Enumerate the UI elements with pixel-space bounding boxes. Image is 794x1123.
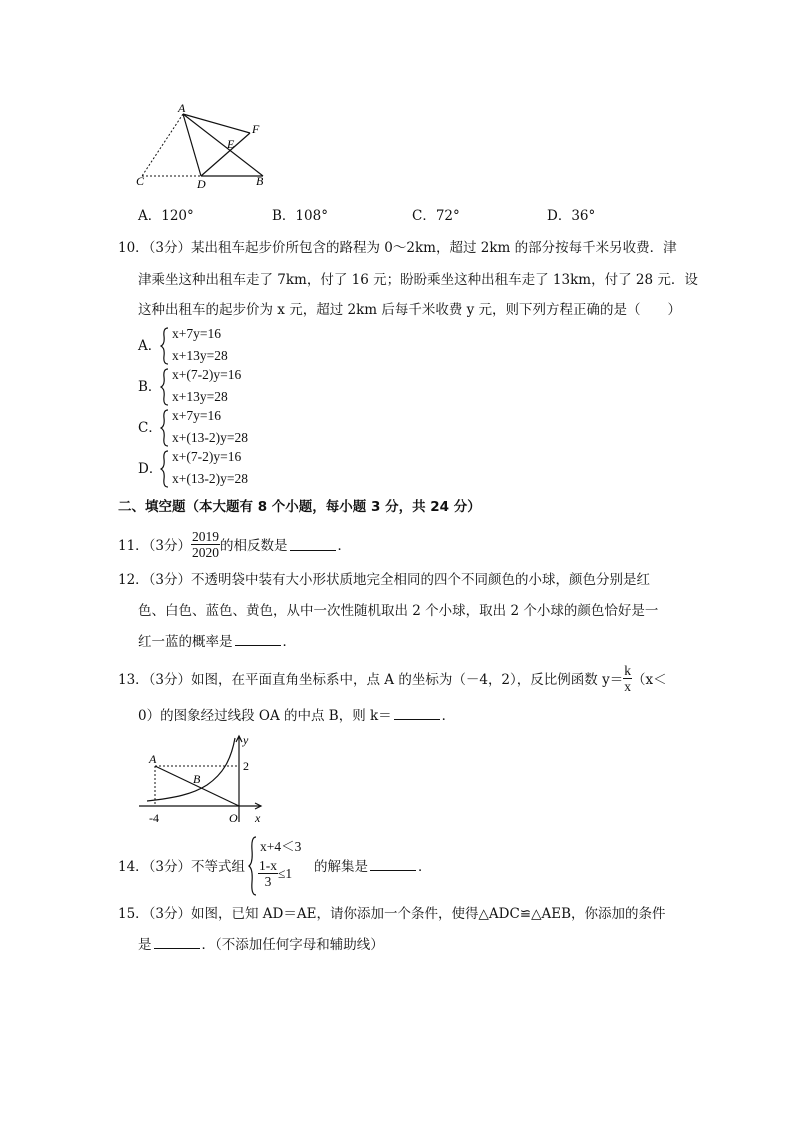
q14-eq2-rest: ≤1: [278, 865, 293, 881]
label-e: E: [227, 137, 235, 151]
q15-answer-blank[interactable]: [154, 936, 200, 949]
q11-fraction: [191, 529, 220, 560]
q10-line-1: 10．（3分）某出租车起步价所包含的路程为 0～2km，超过 2km 的部分按每千米另收费．津: [118, 240, 677, 256]
q14-eq2: [258, 858, 292, 889]
q14-numerator: 1-x: [259, 858, 277, 873]
q15-line-1: 15．（3分）如图，已知 AD＝AE，请你添加一个条件，使得△ADC≌△AEB，你添加的条件: [118, 906, 666, 922]
q11-denominator: 2020: [192, 544, 220, 560]
q11-suffix: 的相反数是: [220, 538, 288, 554]
q12-line-3: [138, 632, 296, 652]
q9-option-a: A．120°: [138, 208, 194, 224]
q10-option-d-eq1: x+(7-2)y=16: [172, 449, 242, 464]
q13-line-2: [138, 706, 455, 726]
q13-line-1-text: 13．（3分）如图，在平面直角坐标系中，点 A 的坐标为（－4，2），反比例函数 y＝: [118, 672, 624, 688]
q11-prefix: 11．（3分）: [118, 538, 192, 554]
label-f: F: [252, 122, 260, 136]
q15-line-2-prefix: 是: [138, 937, 152, 953]
brace-icon: [160, 367, 170, 407]
q10-option-b-eq1: x+(7-2)y=16: [172, 367, 242, 382]
brace-icon: [248, 835, 258, 897]
q11-answer-blank[interactable]: [290, 538, 336, 551]
q13-line-1-end: （x＜: [631, 672, 667, 688]
label-2: 2: [243, 759, 249, 773]
q12-answer-blank[interactable]: [235, 633, 281, 646]
q10-option-b-eq2: x+13y=28: [172, 389, 228, 404]
q11-numerator: 2019: [192, 528, 220, 544]
label-b: B: [193, 772, 201, 786]
brace-icon: [160, 449, 170, 489]
q10-option-a-eq1: x+7y=16: [172, 326, 221, 341]
q10-line-2: 津乘坐这种出租车走了 7km，付了 16 元；盼盼乘坐这种出租车走了 13km，付了 28 元．设: [138, 272, 698, 288]
label-d: D: [197, 177, 206, 191]
q15-line-2-end: ．（不添加任何字母和辅助线）: [201, 937, 384, 953]
q14-answer-blank[interactable]: [370, 858, 416, 871]
q12-line-2: 色、白色、蓝色、黄色，从中一次性随机取出 2 个小球，取出 2 个小球的颜色恰好是一: [138, 603, 659, 619]
q9-option-b: B．108°: [272, 208, 328, 224]
q9-option-d: D．36°: [547, 208, 596, 224]
q13-fraction: [623, 663, 632, 694]
q15-line-2: [138, 935, 384, 955]
q10-option-c-label: C．: [138, 420, 162, 436]
label-b: B: [256, 174, 264, 188]
line-af: [183, 114, 250, 133]
label-y: y: [243, 733, 249, 747]
label-minus-4: -4: [149, 811, 159, 825]
q14-suffix-line: [314, 857, 432, 877]
q13-numerator: k: [624, 662, 631, 678]
q12-end: ．: [282, 634, 296, 650]
line-ad: [183, 114, 201, 176]
q13-line-1: [118, 660, 667, 696]
q12-line-1: 12．（3分）不透明袋中装有大小形状质地完全相同的四个不同颜色的小球，颜色分别是红: [118, 572, 651, 588]
q13-figure: [135, 732, 270, 826]
line-ac: [142, 114, 183, 176]
q13-line-2-text: 0）的图象经过线段 OA 的中点 B，则 k＝: [138, 708, 392, 724]
q14-end: ．: [418, 859, 432, 875]
q13-end: ．: [441, 708, 456, 724]
q13-answer-blank[interactable]: [394, 707, 440, 720]
q10-option-c-eq2: x+(13-2)y=28: [172, 430, 248, 445]
label-o: O: [229, 811, 238, 825]
q10-option-b-label: B．: [138, 379, 162, 395]
label-a: A: [178, 101, 186, 115]
q14-eq1: x+4＜3: [260, 839, 302, 854]
label-a: A: [149, 752, 157, 766]
q10-option-d-eq2: x+(13-2)y=28: [172, 471, 248, 486]
q10-option-d-label: D．: [138, 461, 163, 477]
q14-prefix: 14．（3分）不等式组: [118, 859, 246, 875]
line-fd: [201, 133, 250, 176]
q9-figure: [130, 100, 275, 192]
q10-option-a-label: A．: [138, 338, 162, 354]
q13-denominator: x: [624, 678, 631, 694]
brace-icon: [160, 326, 170, 366]
q14-suffix: 的解集是: [314, 859, 368, 875]
label-c: C: [136, 174, 145, 188]
q14-denominator: 3: [264, 874, 272, 889]
q10-option-c-eq1: x+7y=16: [172, 408, 221, 423]
q10-option-a-eq2: x+13y=28: [172, 348, 228, 363]
line-ab: [183, 114, 263, 176]
brace-icon: [160, 408, 170, 448]
q11-end: ．: [337, 538, 352, 554]
q11: [118, 527, 351, 561]
q12-line-3-text: 红一蓝的概率是: [138, 634, 233, 650]
q14-fraction: [258, 858, 278, 889]
q10-line-3: 这种出租车的起步价为 x 元，超过 2km 后每千米收费 y 元，则下列方程正确的是（ ）: [138, 302, 682, 318]
hyperbola-curve: [147, 738, 235, 801]
section-heading: 二、填空题（本大题有 8 个小题，每小题 3 分，共 24 分）: [118, 499, 481, 515]
q9-option-c: C．72°: [412, 208, 460, 224]
label-x: x: [255, 811, 261, 825]
